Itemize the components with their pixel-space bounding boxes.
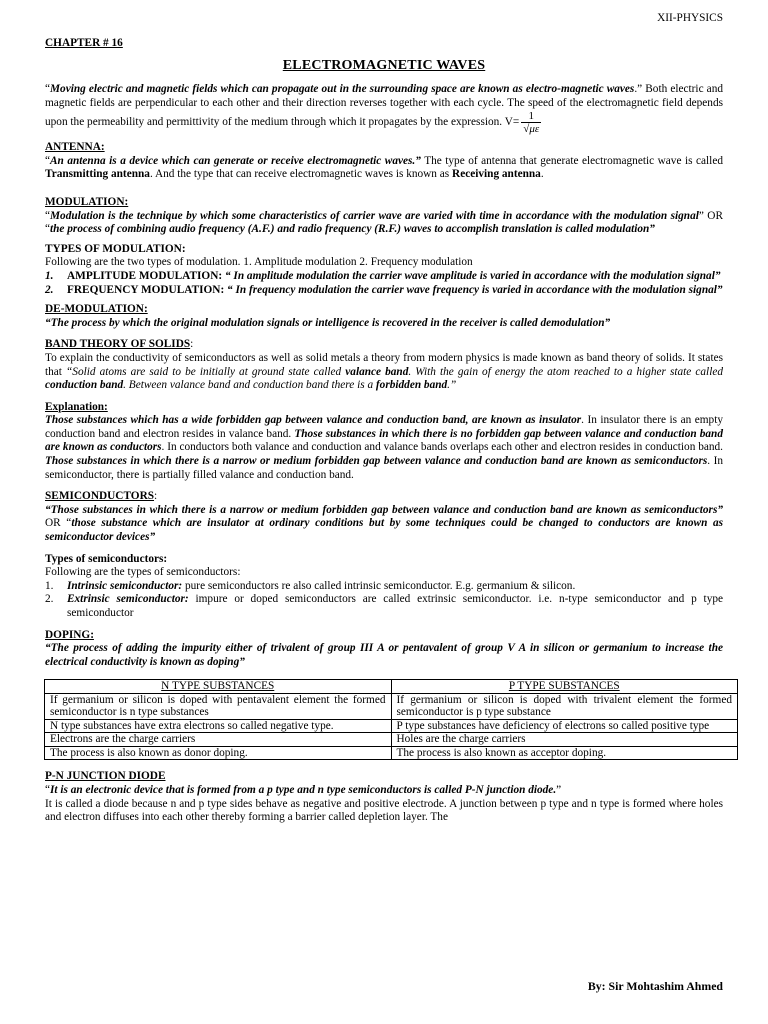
speed-formula: $\frac{1}{√\mu\varepsilon}$ <box>523 110 540 136</box>
types-of-semiconductors-heading: Types of semiconductors: <box>45 552 168 565</box>
table-row <box>45 719 738 733</box>
types-of-semiconductors-intro: Following are the types of semiconductors: <box>45 566 241 579</box>
semiconductor-types-list <box>45 580 723 621</box>
intro-paragraph: “Moving electric and magnetic fields which can propagate out in the surrounding space are known as electro-magnetic waves.” Both electric and magnetic fields are perpendicular to each other and their direction reverses together with each cycle. The speed of the electromagnetic field depends upon the permeability and permittivity of the medium through which it propagates by the expression. V= $\frac{1}{√\mu\varepsilon}$ <box>45 83 723 136</box>
table-header-p-type: P TYPE SUBSTANCES <box>391 680 738 694</box>
table-cell: If germanium or silicon is doped with trivalent element the formed semiconductor is p type substance <box>391 693 738 719</box>
table-cell: Electrons are the charge carriers <box>45 733 392 747</box>
pn-junction-heading: P-N JUNCTION DIODE <box>45 770 166 783</box>
document-body <box>45 83 732 825</box>
table-cell: If germanium or silicon is doped with pentavalent element the formed semiconductor is n type substances <box>45 693 392 719</box>
list-item: 2. Extrinsic semiconductor: impure or doped semiconductors are called extrinsic semiconductor. i.e. n-type semiconductor and p type semiconductor <box>45 593 724 619</box>
antenna-paragraph: “An antenna is a device which can generate or receive electromagnetic waves.” The type of antenna that generate electromagnetic wave is called Transmitting antenna. And the type that can receive electromagnetic waves is known as Receiving antenna. <box>45 154 723 181</box>
explanation-heading: Explanation: <box>45 400 108 413</box>
modulation-heading: MODULATION: <box>45 195 129 208</box>
doping-heading: DOPING: <box>45 628 94 641</box>
intro-definition: Moving electric and magnetic fields which can propagate out in the surrounding space are known as electro-magnetic waves <box>50 83 635 95</box>
types-of-modulation-intro: Following are the two types of modulation. 1. Amplitude modulation 2. Frequency modulation <box>45 256 473 269</box>
types-of-modulation-heading: TYPES OF MODULATION: <box>45 242 186 255</box>
pn-junction-definition: “It is an electronic device that is formed from a p type and n type semiconductors is called P-N junction diode.” <box>45 783 562 796</box>
semiconductors-paragraph: “Those substances in which there is a narrow or medium forbidden gap between valance and conduction band are known as semiconductors” OR “those substance which are insulator at ordinary conditions but by some techniques could be changed to conductors are known as semiconductor devices” <box>45 503 723 544</box>
list-item: 1. Intrinsic semiconductor: pure semiconductors re also called intrinsic semiconductor. E.g. germanium & silicon. <box>45 579 576 592</box>
demodulation-definition: “The process by which the original modulation signals or intelligence is recovered in the receiver is called demodulation” <box>45 316 611 329</box>
table-cell: P type substances have deficiency of electrons so called positive type <box>391 719 738 733</box>
pn-junction-paragraph: It is called a diode because n and p type sides behave as negative and positive electrode. A junction between p type and n type is formed where holes and electron diffuses into each other thereby forming a barrier called depletion layer. The <box>45 797 723 824</box>
list-item: 1. AMPLITUDE MODULATION: “ In amplitude modulation the carrier wave amplitude is varied in accordance with the modulation signal” <box>45 269 721 282</box>
table-row <box>45 693 738 719</box>
chapter-number: CHAPTER # 16 <box>45 37 123 49</box>
table-cell: The process is also known as donor doping. <box>45 746 392 760</box>
band-theory-paragraph: To explain the conductivity of semiconductors as well as solid metals a theory from modern physics is made known as band theory of solids. It states that “Solid atoms are said to be initially at ground state called valance band. With the gain of energy the atom reached to a higher state called conduction band. Between valance band and conduction band there is a forbidden band.” <box>45 351 723 392</box>
n-p-comparison-table <box>44 679 738 760</box>
band-theory-heading: BAND THEORY OF SOLIDS: <box>45 338 194 351</box>
table-row <box>45 733 738 747</box>
antenna-heading: ANTENNA: <box>45 141 105 154</box>
list-item: 2. FREQUENCY MODULATION: “ In frequency modulation the carrier wave frequency is varied in accordance with the modulation signal” <box>45 283 723 296</box>
doping-definition: “The process of adding the impurity either of trivalent of group III A or pentavalent of group V A in silicon or germanium to increase the electrical conductivity is known as doping” <box>45 642 723 668</box>
page-title: ELECTROMAGNETIC WAVES <box>282 58 486 73</box>
table-cell: N type substances have extra electrons so called negative type. <box>45 719 392 733</box>
explanation-paragraph: Those substances which has a wide forbidden gap between valance and conduction band, are known as insulator. In insulator there is an empty conduction band and electron resides in valance band. Those substances in which there is no forbidden gap between valance and conduction band are known as conductors. In conductors both valance and conduction and valance bands overlaps each other and electron resides in conduction band. Those substances in which there is a narrow or medium forbidden gap between valance and conduction band are known as semiconductors. In semiconductor, there is partially filled valance and conduction band. <box>45 414 724 481</box>
subject-header: XII-PHYSICS <box>657 12 723 24</box>
table-cell: The process is also known as acceptor doping. <box>391 746 738 760</box>
table-row <box>45 746 738 760</box>
table-header-row <box>45 680 738 694</box>
modulation-types-list <box>45 270 723 297</box>
table-header-n-type: N TYPE SUBSTANCES <box>45 680 392 694</box>
semiconductors-heading: SEMICONDUCTORS: <box>45 490 158 503</box>
author-footer: By: Sir Mohtashim Ahmed <box>587 979 723 993</box>
demodulation-heading: DE-MODULATION: <box>45 303 148 316</box>
modulation-paragraph: “Modulation is the technique by which some characteristics of carrier wave are varied with time in accordance with the modulation signal” OR “the process of combining audio frequency (A.F.) and radio frequency (R.F.) waves to accomplish translation is called modulation” <box>45 209 723 236</box>
table-cell: Holes are the charge carriers <box>391 733 738 747</box>
